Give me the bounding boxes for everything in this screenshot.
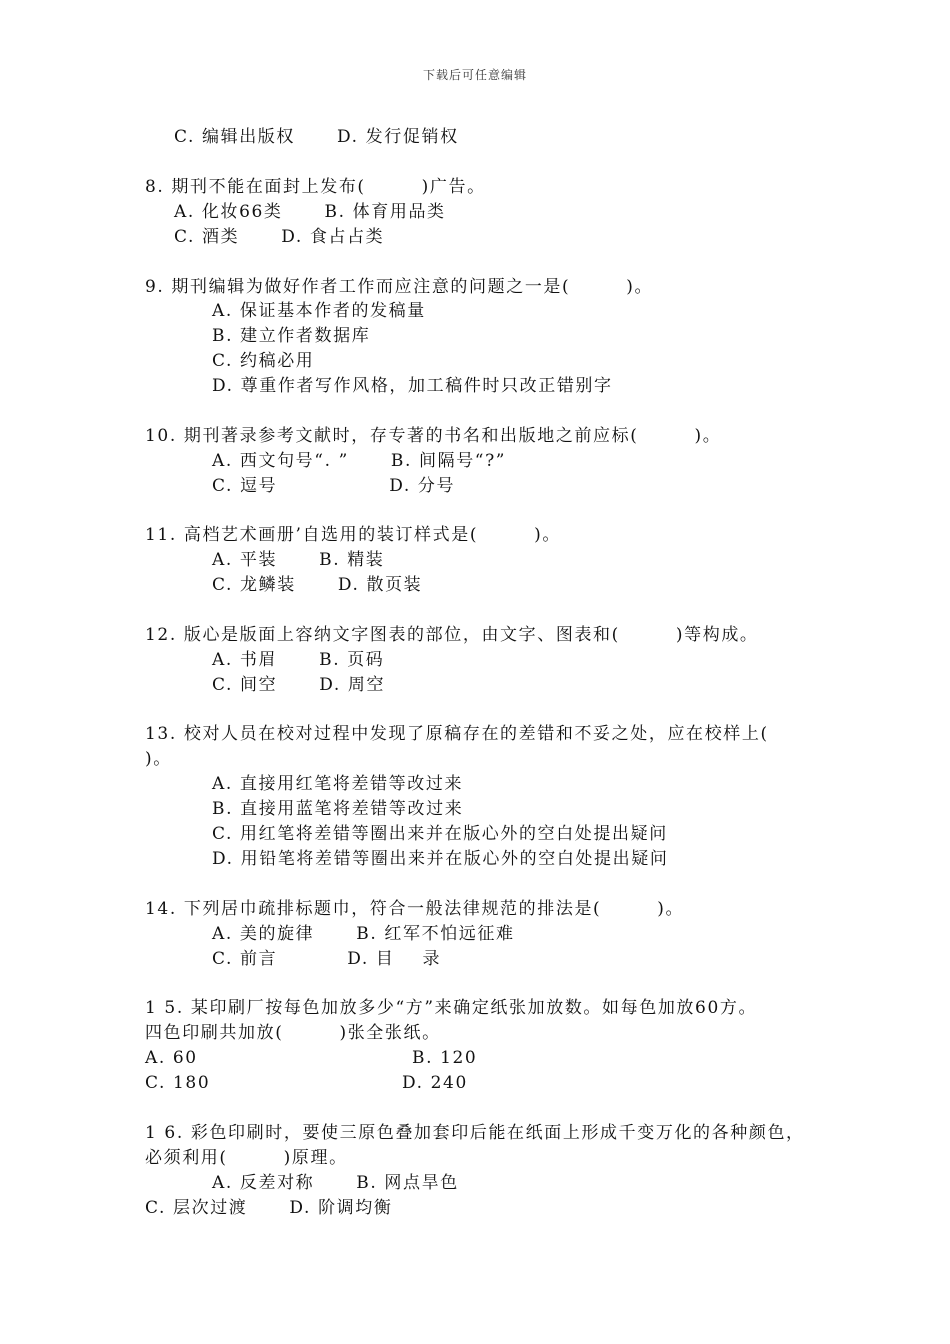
question-16: 1 6. 彩色印刷时，要使三原色叠加套印后能在纸面上形成千变万化的各种颜色， — [145, 1123, 805, 1143]
q11-options-cd: C. 龙鳞装 D. 散页装 — [212, 575, 423, 595]
q13-option-b: B. 直接用蓝笔将差错等改过来 — [212, 799, 464, 819]
q12-options-ab: A. 书眉 B. 页码 — [212, 650, 385, 670]
q9-option-c: C. 约稿必用 — [212, 351, 315, 371]
question-8: 8. 期刊不能在面封上发布( )广告。 — [145, 177, 486, 197]
q11-options-ab: A. 平装 B. 精装 — [212, 550, 385, 570]
q9-option-d: D. 尊重作者写作风格，加工稿件时只改正错别字 — [212, 376, 613, 396]
q9-option-a: A. 保证基本作者的发稿量 — [212, 301, 426, 321]
q12-options-cd: C. 间空 D. 周空 — [212, 675, 386, 695]
q15-option-d: D. 240 — [402, 1073, 468, 1093]
q13-option-a: A. 直接用红笔将差错等改过来 — [212, 774, 464, 794]
q14-options-ab: A. 美的旋律 B. 红军不怕远征难 — [212, 924, 515, 944]
q13-option-d: D. 用铅笔将差错等圈出来并在版心外的空白处提出疑问 — [212, 849, 669, 869]
question-13: 13. 校对人员在校对过程中发现了原稿存在的差错和不妥之处，应在校样上( — [145, 724, 769, 744]
q16-options-cd: C. 层次过渡 D. 阶调均衡 — [145, 1198, 393, 1218]
q10-options-ab: A. 西文句号“. ” B. 间隔号“?” — [212, 451, 507, 471]
q13-option-c: C. 用红笔将差错等圈出来并在版心外的空白处提出疑问 — [212, 824, 668, 844]
question-12: 12. 版心是版面上容纳文字图表的部位，由文字、图表和( )等构成。 — [145, 625, 759, 645]
q8-options-cd: C. 酒类 D. 食占占类 — [174, 227, 385, 247]
question-16-continued: 必须利用( )原理。 — [145, 1148, 348, 1168]
question-15-continued: 四色印刷共加放( )张全张纸。 — [145, 1023, 441, 1043]
q15-option-a: A. 60 — [145, 1048, 198, 1068]
question-11: 11. 高档艺术画册’自选用的装订样式是( )。 — [145, 525, 561, 545]
q8-options-ab: A. 化妆66类 B. 体育用品类 — [174, 202, 446, 222]
q15-option-b: B. 120 — [412, 1048, 478, 1068]
question-14: 14. 下列居巾疏排标题巾，符合一般法律规范的排法是( )。 — [145, 899, 685, 919]
q7-options-cd: C. 编辑出版权 D. 发行促销权 — [174, 127, 459, 147]
q15-option-c: C. 180 — [145, 1073, 211, 1093]
question-9: 9. 期刊编辑为做好作者工作而应注意的问题之一是( )。 — [145, 277, 654, 297]
question-10: 10. 期刊著录参考文献时，存专著的书名和出版地之前应标( )。 — [145, 426, 722, 446]
q16-options-ab: A. 反差对称 B. 网点旱色 — [212, 1173, 459, 1193]
q9-option-b: B. 建立作者数据库 — [212, 326, 371, 346]
q14-options-cd: C. 前言 D. 目 录 — [212, 949, 442, 969]
question-15: 1 5. 某印刷厂按每色加放多少“方”来确定纸张加放数。如每色加放60方。 — [145, 998, 758, 1018]
page-header: 下载后可任意编辑 — [422, 68, 527, 82]
question-13-continued: )。 — [145, 749, 172, 769]
q10-options-cd: C. 逗号 D. 分号 — [212, 476, 456, 496]
